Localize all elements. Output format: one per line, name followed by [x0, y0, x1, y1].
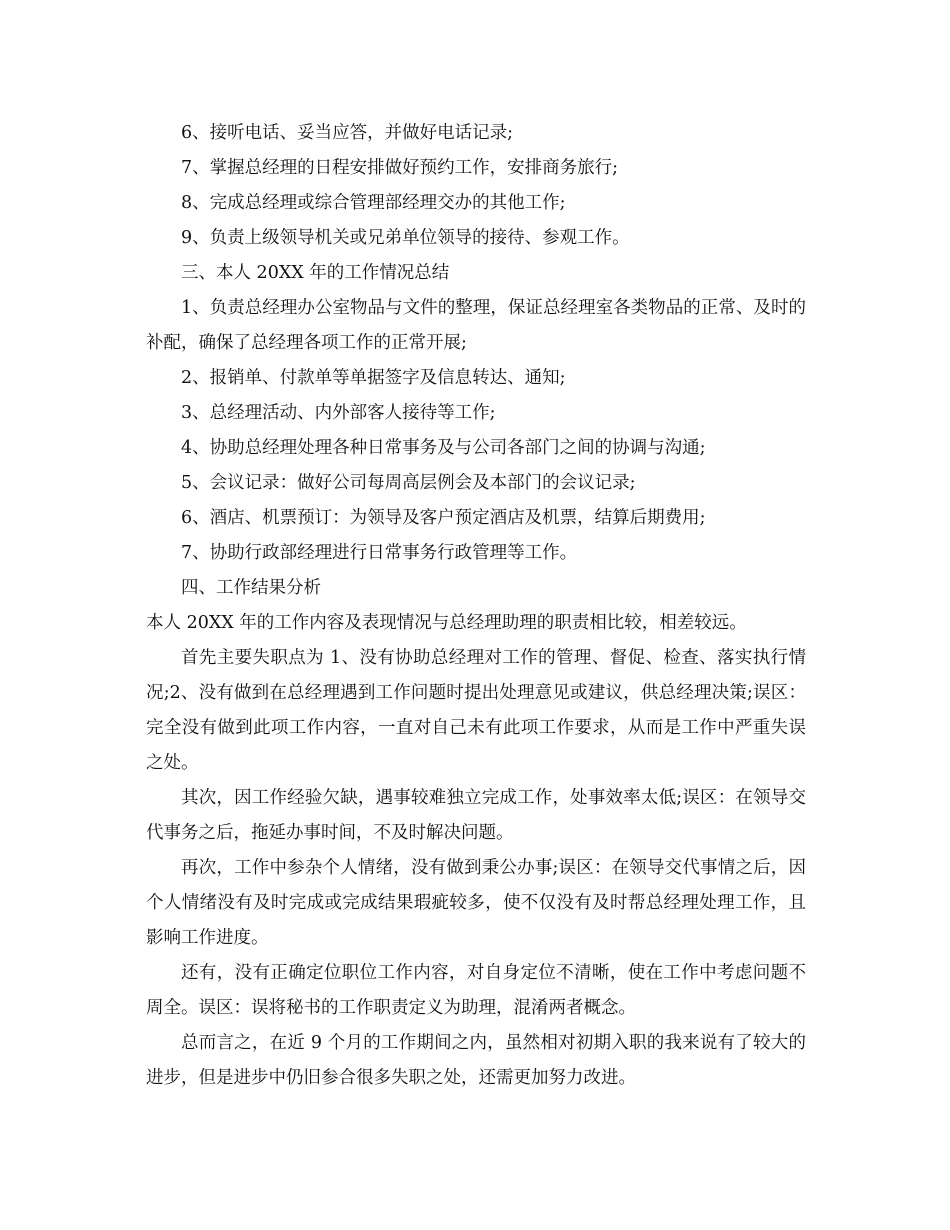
- summary-item-4: 4、协助总经理处理各种日常事务及与公司各部门之间的协调与沟通;: [181, 438, 706, 458]
- summary-item-5: 5、会议记录：做好公司每周高层例会及本部门的会议记录;: [181, 473, 636, 493]
- summary-item-7: 7、协助行政部经理进行日常事务行政管理等工作。: [181, 543, 578, 563]
- analysis-third: 再次，工作中参杂个人情绪，没有做到秉公办事;误区：在领导交代事情之后，因个人情绪没有及时完成或完成结果瑕疵较多，使不仅没有及时帮总经理处理工作，且影响工作进度。: [146, 858, 806, 948]
- analysis-intro: 本人 20XX 年的工作内容及表现情况与总经理助理的职责相比较，相差较远。: [146, 613, 747, 633]
- list-item-8-other-work: 8、完成总经理或综合管理部经理交办的其他工作;: [181, 193, 566, 213]
- summary-item-3: 3、总经理活动、内外部客人接待等工作;: [181, 403, 496, 423]
- section-heading-4: 四、工作结果分析: [181, 578, 321, 598]
- analysis-first: 首先主要失职点为 1、没有协助总经理对工作的管理、督促、检查、落实执行情况;2、没有做到在总经理遇到工作问题时提出处理意见或建议，供总经理决策;误区：完全没有做到此项工作内容，一直对自己未有此项工作要求，从而是工作中严重失误之处。: [146, 648, 806, 773]
- analysis-second: 其次，因工作经验欠缺，遇事较难独立完成工作，处事效率太低;误区：在领导交代事务之后，拖延办事时间，不及时解决问题。: [146, 788, 806, 843]
- summary-item-6: 6、酒店、机票预订：为领导及客户预定酒店及机票，结算后期费用;: [181, 508, 706, 528]
- list-item-6-answer-phone: 6、接听电话、妥当应答，并做好电话记录;: [181, 123, 514, 143]
- summary-item-1: 1、负责总经理办公室物品与文件的整理，保证总经理室各类物品的正常、及时的补配，确保了总经理各项工作的正常开展;: [146, 298, 806, 353]
- list-item-9-reception: 9、负责上级领导机关或兄弟单位领导的接待、参观工作。: [181, 228, 630, 248]
- analysis-fourth: 还有，没有正确定位职位工作内容，对自身定位不清晰，使在工作中考虑问题不周全。误区：误将秘书的工作职责定义为助理，混淆两者概念。: [146, 963, 806, 1018]
- conclusion: 总而言之，在近 9 个月的工作期间之内，虽然相对初期入职的我来说有了较大的进步，但是进步中仍旧参合很多失职之处，还需更加努力改进。: [146, 1033, 806, 1088]
- summary-item-2: 2、报销单、付款单等单据签字及信息转达、通知;: [181, 368, 566, 388]
- list-item-7-schedule: 7、掌握总经理的日程安排做好预约工作，安排商务旅行;: [181, 158, 619, 178]
- section-heading-3: 三、本人 20XX 年的工作情况总结: [181, 263, 450, 283]
